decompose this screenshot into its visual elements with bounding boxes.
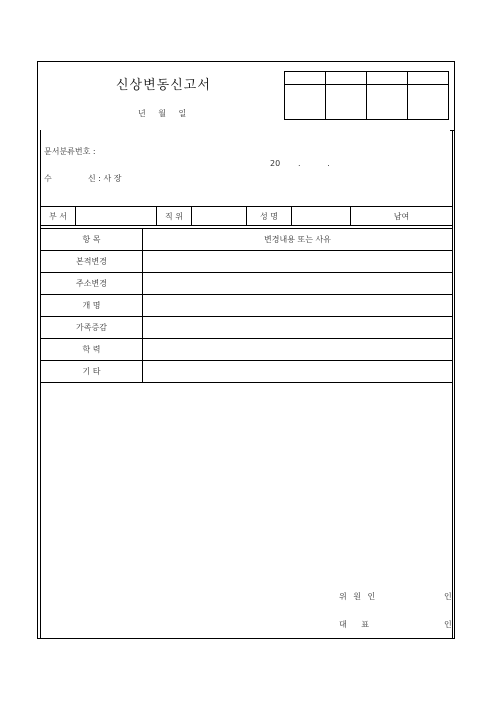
row-content-field[interactable] xyxy=(143,317,453,339)
approval-sign-cell[interactable] xyxy=(326,85,367,120)
row-label: 학 력 xyxy=(41,339,143,361)
header-content: 변경내용 또는 사유 xyxy=(143,229,453,251)
recipient-value: 신 : 사 장 xyxy=(88,174,122,183)
name-label: 성 명 xyxy=(247,207,292,226)
row-content-field[interactable] xyxy=(143,273,453,295)
applicant-label: 위 원 인 xyxy=(339,592,378,601)
row-label: 가족증감 xyxy=(41,317,143,339)
info-table xyxy=(40,206,453,226)
gender-cell[interactable]: 남여 xyxy=(351,207,453,226)
approval-header-cell xyxy=(367,72,408,85)
rep-label: 대 표 xyxy=(339,620,369,629)
date-dots: . . xyxy=(298,159,342,168)
dept-field[interactable] xyxy=(76,207,157,226)
row-label: 개 명 xyxy=(41,295,143,317)
approval-header-cell xyxy=(408,72,449,85)
approval-sign-cell[interactable] xyxy=(367,85,408,120)
row-label: 기 타 xyxy=(41,361,143,383)
approval-sign-cell[interactable] xyxy=(285,85,326,120)
date-prefix: 20 xyxy=(270,159,281,168)
rep-seal[interactable]: 인 xyxy=(444,620,452,629)
date-line: 년 월 일 xyxy=(138,109,187,118)
approval-header-cell xyxy=(285,72,326,85)
row-content-field[interactable] xyxy=(143,339,453,361)
approval-sign-cell[interactable] xyxy=(408,85,449,120)
row-content-field[interactable] xyxy=(143,295,453,317)
row-label: 본적변경 xyxy=(41,251,143,273)
approval-box xyxy=(284,71,449,120)
items-table xyxy=(40,228,453,383)
header-item: 항 목 xyxy=(41,229,143,251)
name-field[interactable] xyxy=(292,207,351,226)
position-label: 직 위 xyxy=(157,207,192,226)
approval-header-cell xyxy=(326,72,367,85)
doc-number-label: 문서분류번호 : xyxy=(44,147,96,156)
position-field[interactable] xyxy=(192,207,247,226)
dept-label: 부 서 xyxy=(41,207,76,226)
row-content-field[interactable] xyxy=(143,361,453,383)
recipient-label: 수 xyxy=(44,174,52,183)
form-title: 신상변동신고서 xyxy=(116,78,211,93)
row-label: 주소변경 xyxy=(41,273,143,295)
applicant-seal[interactable]: 인 xyxy=(444,592,452,601)
row-content-field[interactable] xyxy=(143,251,453,273)
